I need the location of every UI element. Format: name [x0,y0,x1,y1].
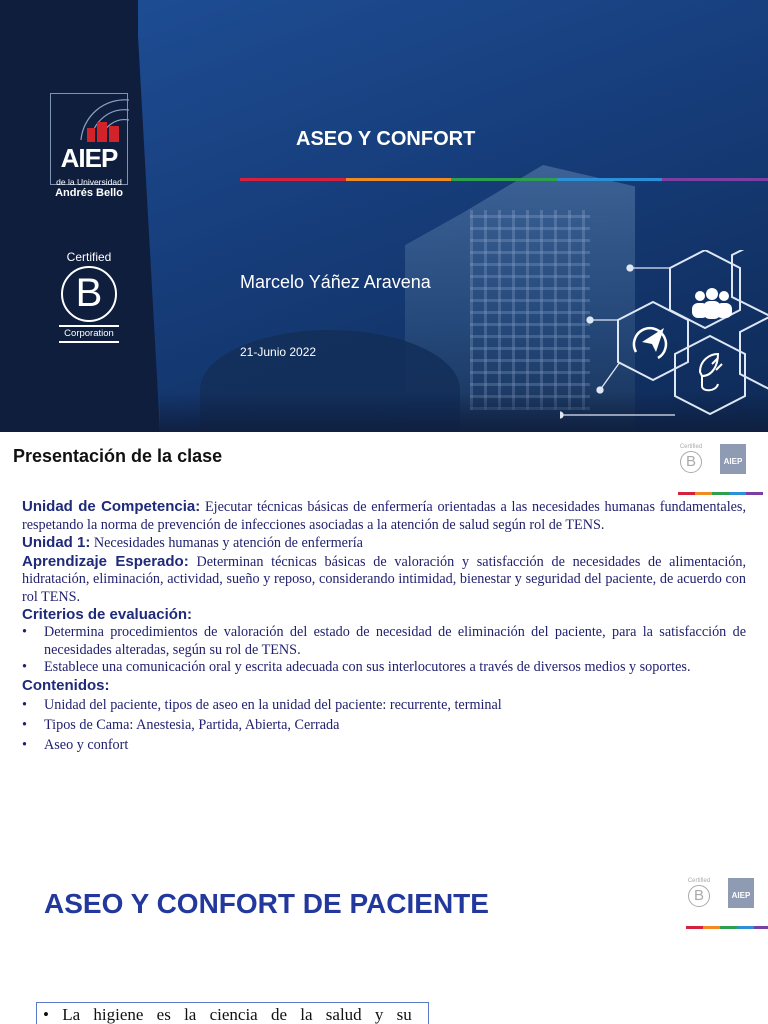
bcorp-b-icon: B [61,266,117,322]
mini-bcorp-logo [678,444,704,492]
aiep-wordmark: AIEP [60,143,118,173]
aiep-logo [50,93,128,203]
bcorp-corporation-label: Corporation [64,328,114,339]
list-item: • Aseo y confort [22,735,746,755]
mini-aiep-logo: AIEP [728,878,754,908]
unidad-competencia-text: Ejecutar técnicas básicas de enfermería orientadas a las necesidades humanas fundamentales, respetando la norma de prevención de infecciones asociadas a la atención de salud según rol de TENS. [22,499,746,533]
plug-leaf-icon [690,352,730,394]
bcorp-divider [59,341,119,343]
class-presentation-slide [0,432,768,864]
mini-accent-bar [678,492,763,495]
criterios-heading: Criterios de evaluación: [22,606,193,623]
list-item: • Unidad del paciente, tipos de aseo en la unidad del paciente: recurrente, terminal [22,695,746,715]
criterios-list [22,624,746,677]
mini-bcorp-certified: Certified [679,444,703,450]
unidad-1-text: Necesidades humanas y atención de enfermería [93,535,363,551]
mini-accent-bar [686,926,768,929]
contenidos-list [22,695,746,755]
slide-title: Presentación de la clase [13,446,223,466]
slide-title: ASEO Y CONFORT [296,128,476,150]
author-name: Marcelo Yáñez Aravena [240,272,431,292]
unidad-competencia-label: Unidad de Competencia: [22,498,201,515]
people-icon [688,288,734,322]
list-item: • Determina procedimientos de valoración del estado de necesidad de eliminación del paciente, para la satisfacción de necesidades alteradas, según su rol de TENS. [22,624,746,659]
mini-bcorp-certified: Certified [687,878,711,884]
slide-title: ASEO Y CONFORT DE PACIENTE [44,888,489,919]
left-panel-diagonal [120,0,160,432]
aiep-subtitle-1: de la Universidad [56,177,122,187]
title-slide [0,0,768,432]
mini-aiep-logo: AIEP [720,444,746,474]
mini-bcorp-b-icon: B [688,885,710,907]
content-text-box: • La higiene es la ciencia de la salud y su [36,1002,429,1024]
bcorp-certified-label: Certified [66,250,112,264]
mini-logos [686,878,768,933]
bcorp-divider [59,325,119,327]
mini-bcorp-logo [686,878,712,926]
accent-color-bar [240,178,768,181]
unidad-competencia [22,498,746,534]
compass-icon [628,322,672,362]
aseo-confort-slide [0,864,768,1024]
aprendizaje-label: Aprendizaje Esperado: [22,552,189,570]
list-item: • Establece una comunicación oral y escrita adecuada con sus interlocutores a través de diversos medios y soportes. [22,659,746,677]
bcorp-logo [56,250,122,342]
aprendizaje-text: Determinan técnicas básicas de valoración y satisfacción de necesidades de alimentación, hidratación, eliminación, actividad, sueño y reposo, considerando intimidad, bienestar y seguridad del paciente, de acuerdo con rol TENS. [22,553,746,605]
unidad-1-label: Unidad 1: [22,534,91,551]
mini-bcorp-b-icon: B [680,451,702,473]
list-item: • Tipos de Cama: Anestesia, Partida, Abierta, Cerrada [22,715,746,735]
contenidos-heading: Contenidos: [22,676,110,694]
left-panel [0,0,138,432]
aiep-subtitle-2: Andrés Bello [55,187,123,199]
mini-logos [678,444,763,499]
presentation-date: 21-Junio 2022 [240,345,317,359]
slide-body [22,498,746,755]
unidad-1 [22,534,746,553]
aprendizaje-esperado [22,553,746,607]
